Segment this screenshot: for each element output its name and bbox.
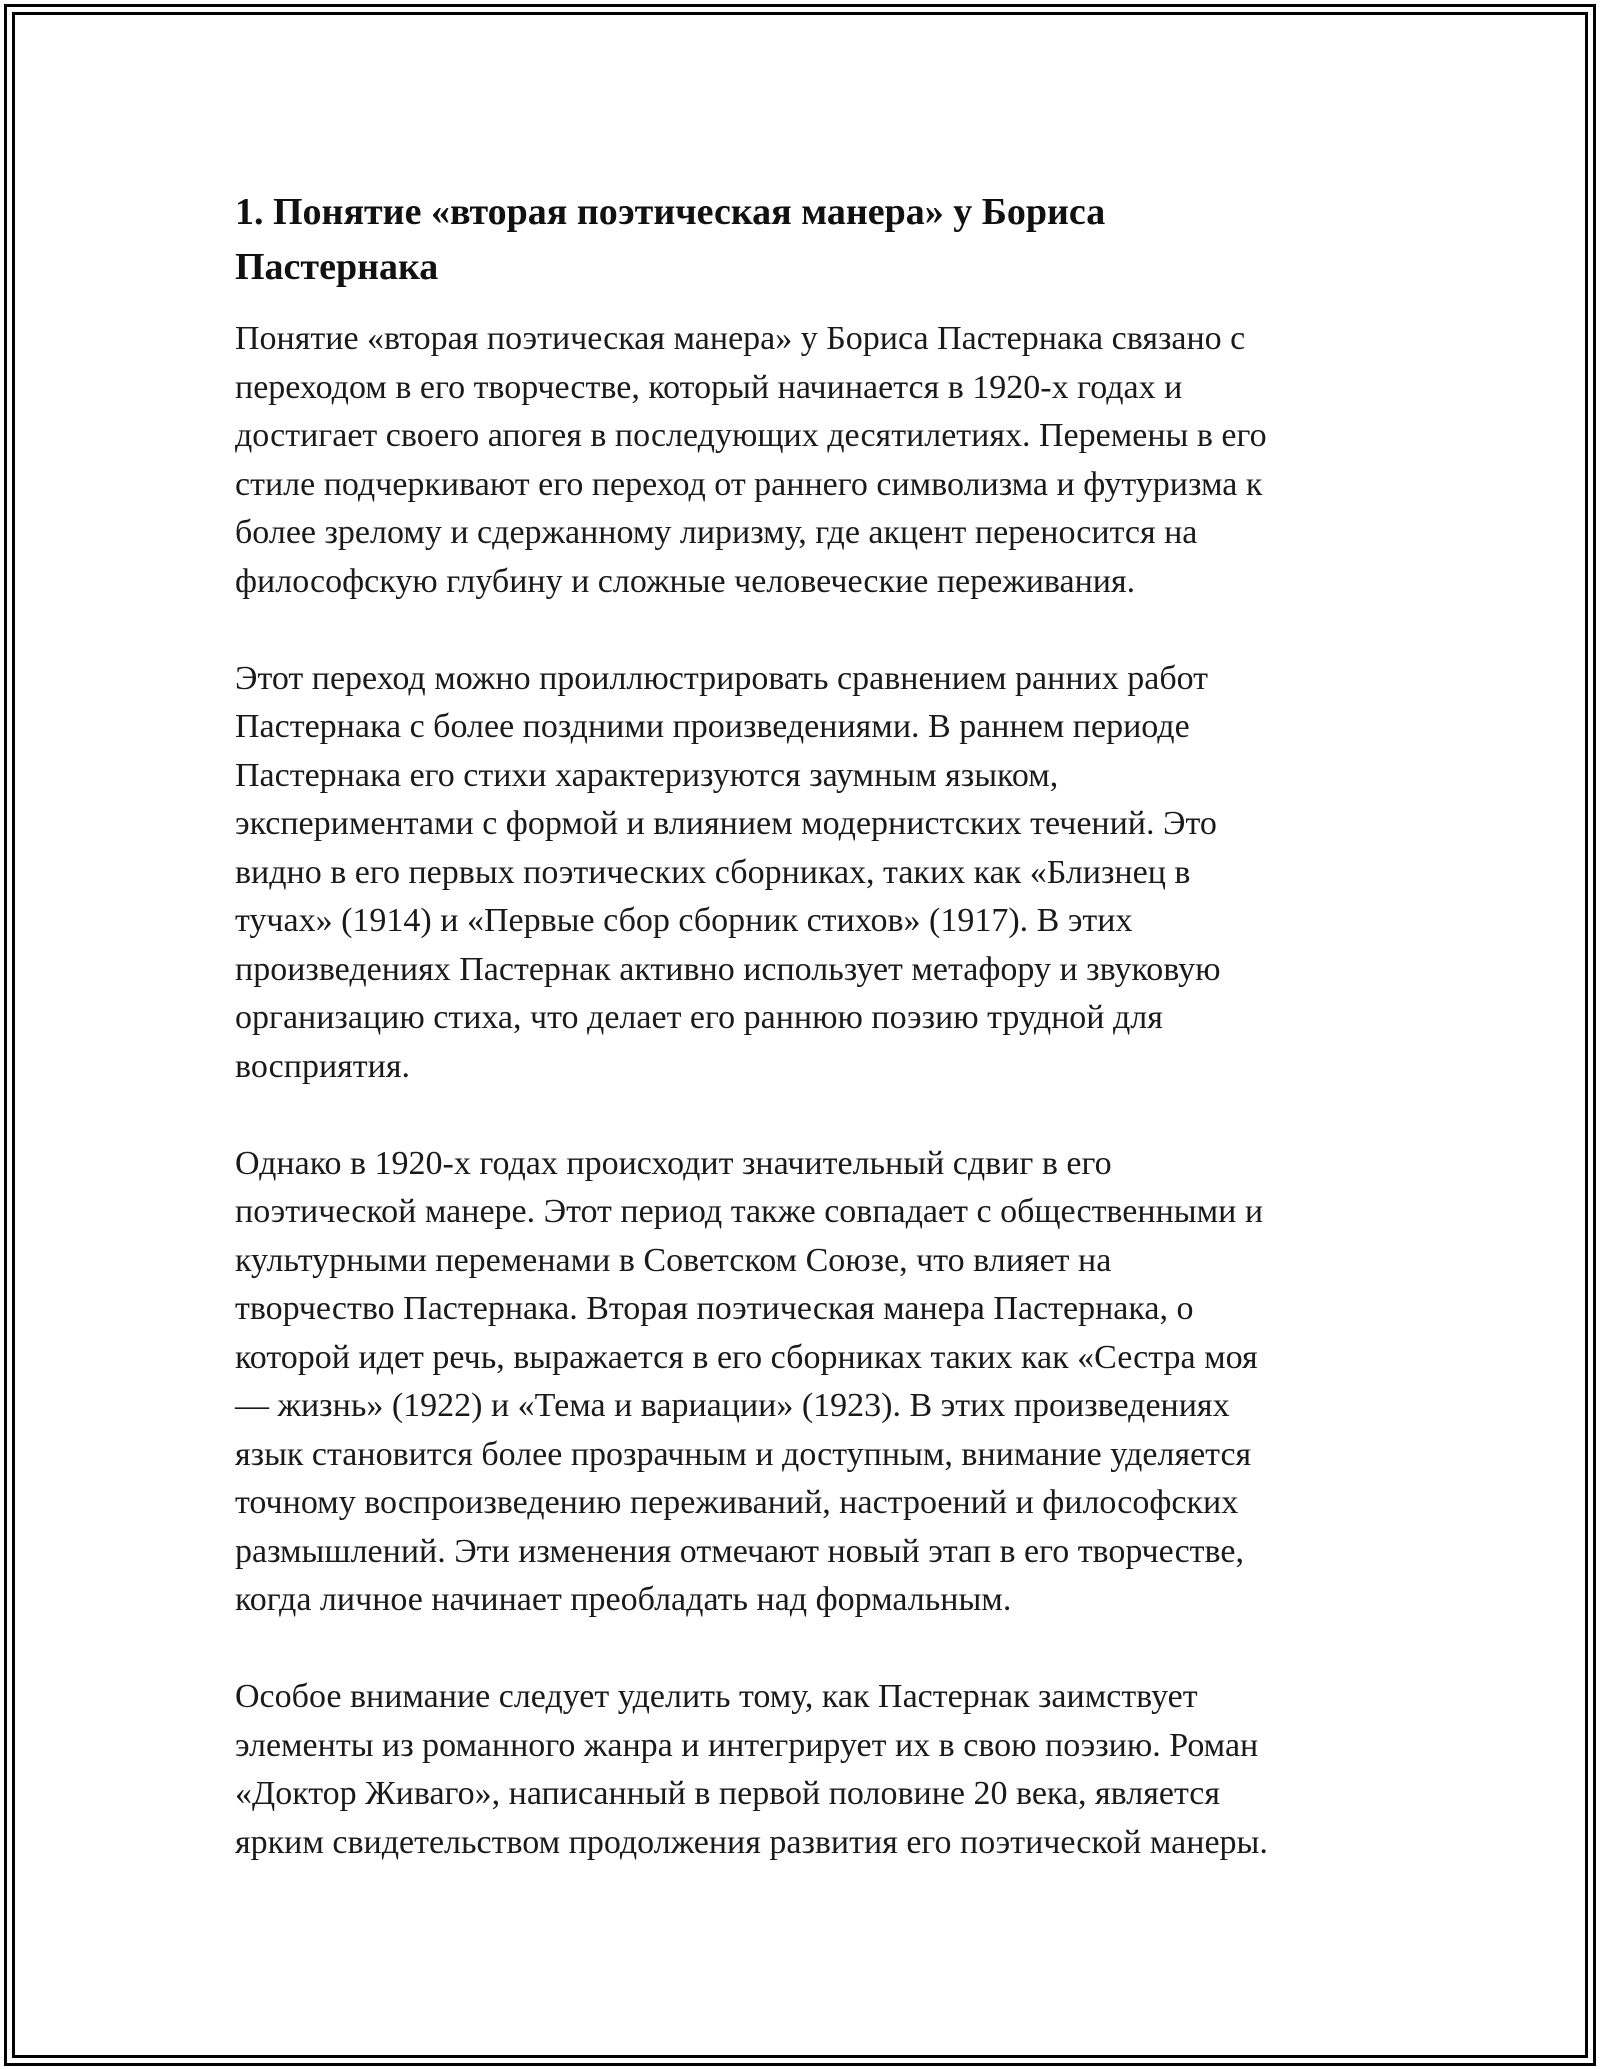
text-line: достигает своего апогея в последующих десятилетиях. Перемены в его [235, 417, 1267, 454]
text-line: Особое внимание следует уделить тому, как Пастернак заимствует [235, 1678, 1198, 1715]
text-line: Понятие «вторая поэтическая манера» у Бориса Пастернака связано с [235, 320, 1246, 357]
text-line: поэтической манере. Этот период также совпадает с общественными и [235, 1193, 1264, 1230]
text-line: Этот переход можно проиллюстрировать сравнением ранних работ [235, 659, 1209, 697]
paragraph-4 [235, 1673, 1395, 1867]
text-line: ярким свидетельством продолжения развития его поэтической манеры. [235, 1823, 1268, 1861]
text-line: организацию стиха, что делает его раннюю поэзию трудной для [235, 999, 1163, 1036]
text-line: — жизнь» (1922) и «Тема и вариации» (1923). В этих произведениях [235, 1387, 1230, 1424]
heading-line: Пастернака [235, 246, 439, 288]
text-line: Однако в 1920-х годах происходит значительный сдвиг в его [235, 1144, 1112, 1182]
text-line: видно в его первых поэтических сборниках, таких как «Близнец в [235, 853, 1191, 891]
text-line: точному воспроизведению переживаний, настроений и философских [235, 1484, 1239, 1521]
text-line: творчество Пастернака. Вторая поэтическая манера Пастернака, о [235, 1290, 1194, 1327]
paragraph-3 [235, 1140, 1395, 1625]
text-line: Пастернака его стихи характеризуются заумным языком, [235, 756, 1059, 794]
text-line: более зрелому и сдержанному лиризму, где акцент переносится на [235, 514, 1198, 551]
text-line: произведениях Пастернак активно использует метафору и звуковую [235, 950, 1221, 988]
text-line: которой идет речь, выражается в его сборниках таких как «Сестра моя [235, 1338, 1258, 1376]
text-line: стиле подчеркивают его переход от раннего символизма и футуризма к [235, 465, 1263, 503]
heading-line: 1. Понятие «вторая поэтическая манера» у Бориса [235, 191, 1106, 233]
text-line: когда личное начинает преобладать над формальным. [235, 1581, 1012, 1618]
paragraph-2 [235, 655, 1395, 1092]
text-line: элементы из романного жанра и интегрирует их в свою поэзию. Роман [235, 1726, 1259, 1764]
text-line: экспериментами с формой и влиянием модернистских течений. Это [235, 805, 1217, 842]
paragraph-1 [235, 315, 1395, 606]
text-line: «Доктор Живаго», написанный в первой половине 20 века, является [235, 1775, 1220, 1812]
text-line: философскую глубину и сложные человеческие переживания. [235, 562, 1136, 600]
text-line: тучах» (1914) и «Первые сбор сборник стихов» (1917). В этих [235, 902, 1133, 939]
text-line: переходом в его творчестве, который начинается в 1920-х годах и [235, 368, 1183, 406]
text-line: культурными переменами в Советском Союзе, что влияет на [235, 1241, 1112, 1279]
section-heading [235, 185, 1395, 295]
text-line: язык становится более прозрачным и доступным, внимание уделяется [235, 1435, 1252, 1473]
text-line: Пастернака с более поздними произведениями. В раннем периоде [235, 708, 1190, 745]
text-line: восприятия. [235, 1047, 410, 1085]
document-body [235, 185, 1395, 1916]
text-line: размышлений. Эти изменения отмечают новый этап в его творчестве, [235, 1532, 1244, 1570]
